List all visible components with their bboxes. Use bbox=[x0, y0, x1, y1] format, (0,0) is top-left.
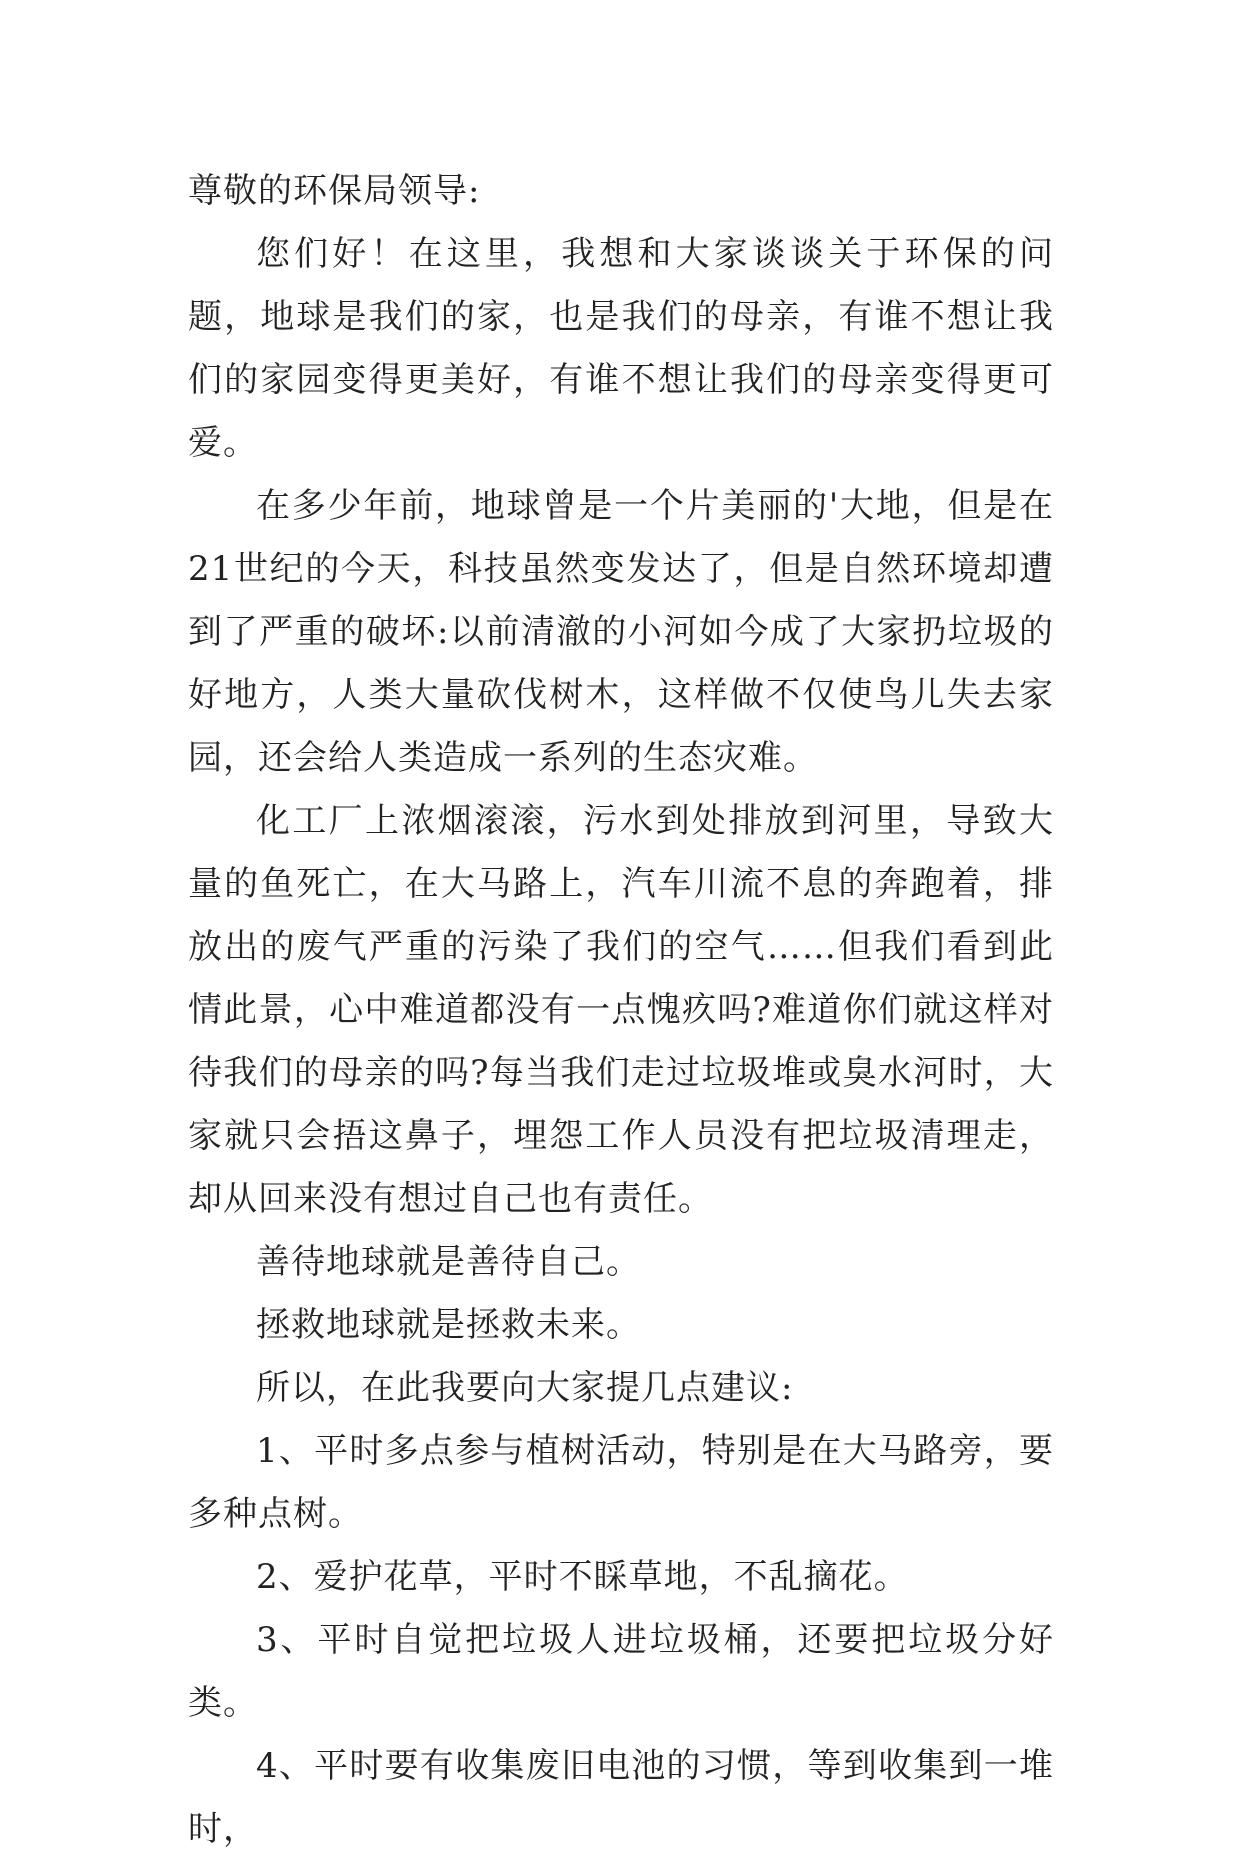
suggestion-item-3: 3、平时自觉把垃圾人进垃圾桶，还要把垃圾分好类。 bbox=[188, 1620, 1054, 1723]
suggestion-item-2: 2、爱护花草，平时不睬草地，不乱摘花。 bbox=[256, 1557, 909, 1597]
salutation: 尊敬的环保局领导: bbox=[188, 171, 481, 211]
suggestion-item-4: 4、平时要有收集废旧电池的习惯，等到收集到一堆时， bbox=[188, 1746, 1054, 1849]
paragraph-pollution: 化工厂上浓烟滚滚，污水到处排放到河里，导致大量的鱼死亡，在大马路上，汽车川流不息的奔跑着，排放出的废气严重的污染了我们的空气……但我们看到此情此景，心中难道都没有一点愧疚吗?难道你们就这样对待我们的母亲的吗?每当我们走过垃圾堆或臭水河时，大家就只会捂这鼻子，埋怨工作人员没有把垃圾清理走，却从回来没有想过自己也有责任。 bbox=[188, 801, 1054, 1219]
paragraph-slogan-2: 拯救地球就是拯救未来。 bbox=[256, 1305, 641, 1345]
paragraph-greeting: 您们好！在这里，我想和大家谈谈关于环保的问题，地球是我们的家，也是我们的母亲，有谁不想让我们的家园变得更美好，有谁不想让我们的母亲变得更可爱。 bbox=[188, 234, 1054, 463]
paragraph-slogan-1: 善待地球就是善待自己。 bbox=[256, 1242, 641, 1282]
paragraph-earth-past: 在多少年前，地球曾是一个片美丽的'大地，但是在21世纪的今天，科技虽然变发达了，但是自然环境却遭到了严重的破坏:以前清澈的小河如今成了大家扔垃圾的好地方，人类大量砍伐树木，这样做不仅使鸟儿失去家园，还会给人类造成一系列的生态灾难。 bbox=[188, 486, 1054, 778]
letter-body bbox=[188, 160, 1054, 1861]
suggestion-item-1: 1、平时多点参与植树活动，特别是在大马路旁，要多种点树。 bbox=[188, 1431, 1054, 1534]
paragraph-suggestions-intro: 所以，在此我要向大家提几点建议: bbox=[256, 1368, 794, 1408]
